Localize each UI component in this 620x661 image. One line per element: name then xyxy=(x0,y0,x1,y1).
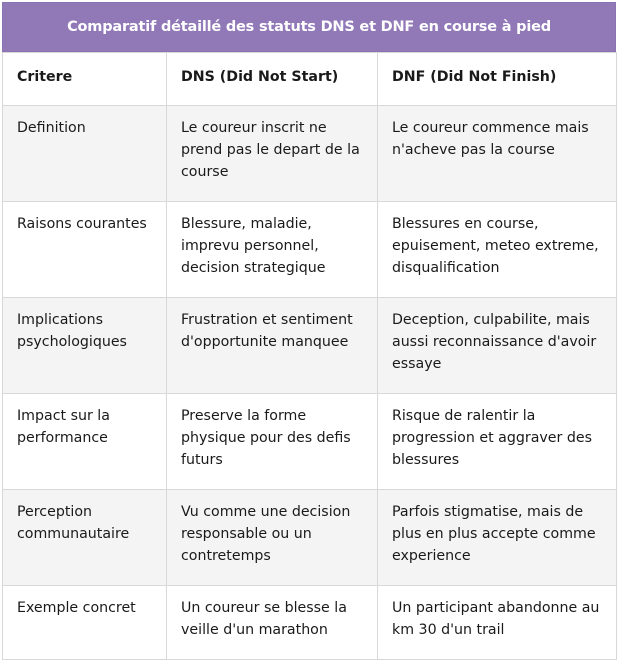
dnf-cell: Parfois stigmatise, mais de plus en plus accepte comme experience xyxy=(378,490,617,586)
criterion-cell: Exemple concret xyxy=(3,586,167,660)
dns-cell: Le coureur inscrit ne prend pas le depart de la course xyxy=(167,106,378,202)
dnf-cell: Deception, culpabilite, mais aussi reconnaissance d'avoir essaye xyxy=(378,298,617,394)
criterion-cell: Raisons courantes xyxy=(3,202,167,298)
header-dns: DNS (Did Not Start) xyxy=(167,53,378,106)
header-dnf: DNF (Did Not Finish) xyxy=(378,53,617,106)
dns-cell: Blessure, maladie, imprevu personnel, decision strategique xyxy=(167,202,378,298)
criterion-cell: Perception communautaire xyxy=(3,490,167,586)
dns-cell: Un coureur se blesse la veille d'un marathon xyxy=(167,586,378,660)
table-row xyxy=(3,586,617,660)
criterion-cell: Definition xyxy=(3,106,167,202)
table-row xyxy=(3,298,617,394)
dns-cell: Frustration et sentiment d'opportunite manquee xyxy=(167,298,378,394)
comparison-table-container xyxy=(2,2,616,660)
table-row xyxy=(3,490,617,586)
dnf-cell: Le coureur commence mais n'acheve pas la course xyxy=(378,106,617,202)
criterion-cell: Implications psychologiques xyxy=(3,298,167,394)
dnf-cell: Blessures en course, epuisement, meteo extreme, disqualification xyxy=(378,202,617,298)
criterion-cell: Impact sur la performance xyxy=(3,394,167,490)
comparison-table xyxy=(2,52,617,660)
dns-cell: Vu comme une decision responsable ou un contretemps xyxy=(167,490,378,586)
table-row xyxy=(3,394,617,490)
dnf-cell: Risque de ralentir la progression et aggraver des blessures xyxy=(378,394,617,490)
dns-cell: Preserve la forme physique pour des defis futurs xyxy=(167,394,378,490)
table-title: Comparatif détaillé des statuts DNS et DNF en course à pied xyxy=(2,2,616,52)
header-criterion: Critere xyxy=(3,53,167,106)
dnf-cell: Un participant abandonne au km 30 d'un trail xyxy=(378,586,617,660)
table-row xyxy=(3,202,617,298)
table-row xyxy=(3,106,617,202)
header-row xyxy=(3,53,617,106)
